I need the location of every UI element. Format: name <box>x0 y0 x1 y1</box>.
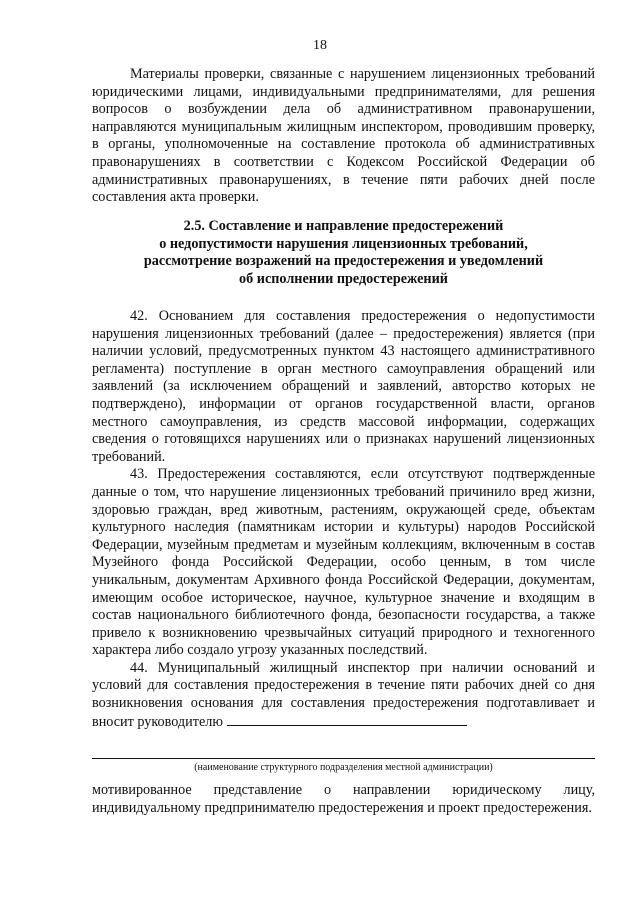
fill-in-underline <box>92 758 595 759</box>
section-heading-line-1: 2.5. Составление и направление предостережений <box>183 218 504 234</box>
intro-block <box>92 66 595 207</box>
section-heading-line-4: об исполнении предостережений <box>239 270 448 287</box>
intro-paragraph: Материалы проверки, связанные с нарушением лицензионных требований юридическими лицами, индивидуальными предпринимателями, для решения вопросов о возбуждении дела об административном правонарушении, направляются муниципальным жилищным инспектором, проводившим проверку, в органы, уполномоченные на составление протокола об административных правонарушениях в соответствии с Кодексом Российской Федерации об административных правонарушениях, в течение пяти рабочих дней после составления акта проверки. <box>92 66 595 206</box>
section-heading-line-3: рассмотрение возражений на предостережения и уведомлений <box>143 253 544 270</box>
fill-in-blank-line <box>227 713 467 726</box>
page-number: 18 <box>313 38 327 53</box>
section-heading <box>92 218 595 288</box>
closing-block <box>92 782 595 817</box>
section-heading-line-2: о недопустимости нарушения лицензионных требований, <box>159 235 528 252</box>
paragraph-43: 43. Предостережения составляются, если отсутствуют подтвержденные данные о том, что нарушение лицензионных требований причинило вред жизни, здоровью граждан, вред животным, растениям, окружающей среде, объектам культурного наследия (памятникам истории и культуры) народов Российской Федерации, музейным предметам и музейным коллекциям, включенным в состав Музейного фонда Российской Федерации, особо ценным, в том числе уникальным, документам Архивного фонда Российской Федерации, документам, имеющим особое историческое, научное, культурное значение и входящим в состав национального библиотечного фонда, безопасности государства, а также привело к возникновению чрезвычайных ситуаций природного и техногенного характера либо создало угрозу указанных последствий. <box>92 466 595 659</box>
underline-caption: (наименование структурного подразделения местной администрации) <box>194 762 493 773</box>
paragraph-44 <box>92 660 595 731</box>
body-block <box>92 308 595 731</box>
paragraph-44-continuation: мотивированное представление о направлении юридическому лицу, индивидуальному предпринимателю предостережения и проект предостережения. <box>92 782 595 816</box>
paragraph-42: 42. Основанием для составления предостережения о недопустимости нарушения лицензионных требований (далее – предостережения) является (при наличии условий, предусмотренных пунктом 43 настоящего административного регламента) поступление в орган местного самоуправления обращений или заявлений (за исключением обращений и заявлений, авторство которых не подтверждено), информации от органов государственной власти, органов местного самоуправления, из средств массовой информации, содержащих сведения о готовящихся нарушениях или о признаках нарушений лицензионных требований. <box>92 308 595 465</box>
paragraph-44-text: 44. Муниципальный жилищный инспектор при наличии оснований и условий для составления предостережения в течение пяти рабочих дней со дня возникновения основания для составления предостережения подготавливает и вносит руководителю <box>92 659 595 730</box>
